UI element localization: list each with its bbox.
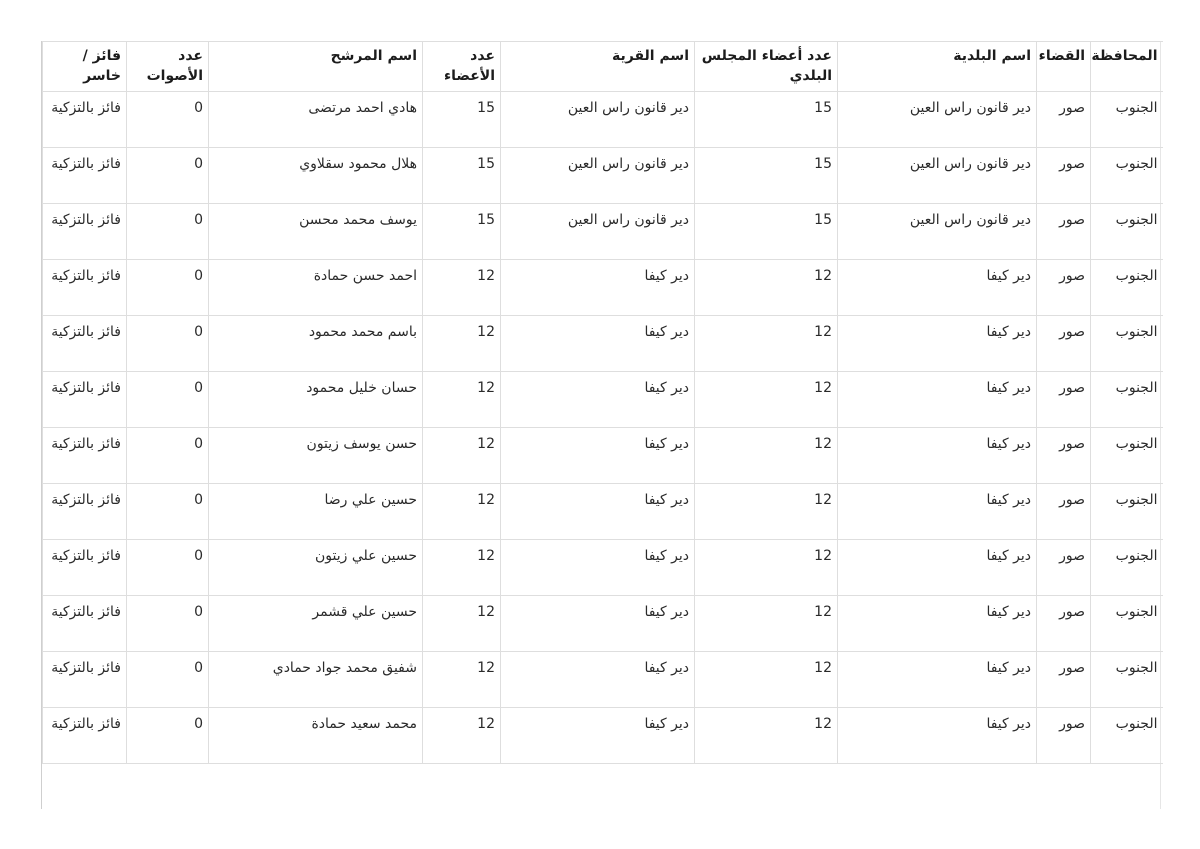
candidate-name-cell: شفيق محمد جواد حمادي <box>209 652 423 708</box>
table-row <box>43 540 1163 596</box>
result-cell: فائز بالتزكية <box>43 372 127 428</box>
municipality-cell: دير كيفا <box>838 428 1037 484</box>
candidate-name-cell: محمد سعيد حمادة <box>209 708 423 764</box>
result-cell: فائز بالتزكية <box>43 92 127 148</box>
candidate-name-cell: حسن يوسف زيتون <box>209 428 423 484</box>
header-row <box>43 42 1163 92</box>
header-members-count: عدد الأعضاء <box>423 42 501 92</box>
district-cell: صور <box>1037 652 1091 708</box>
header-municipality-name: اسم البلدية <box>838 42 1037 92</box>
municipality-cell: دير كيفا <box>838 316 1037 372</box>
council-members-cell: 12 <box>695 372 838 428</box>
council-members-cell: 15 <box>695 148 838 204</box>
governorate-cell: الجنوب <box>1091 204 1163 260</box>
governorate-cell: الجنوب <box>1091 260 1163 316</box>
district-cell: صور <box>1037 540 1091 596</box>
candidate-name-cell: احمد حسن حمادة <box>209 260 423 316</box>
candidate-name-cell: هلال محمود سقلاوي <box>209 148 423 204</box>
votes-cell: 0 <box>127 652 209 708</box>
council-members-cell: 12 <box>695 428 838 484</box>
members-count-cell: 12 <box>423 540 501 596</box>
results-table <box>42 41 1163 764</box>
district-cell: صور <box>1037 484 1091 540</box>
votes-cell: 0 <box>127 708 209 764</box>
village-cell: دير كيفا <box>501 260 695 316</box>
district-cell: صور <box>1037 708 1091 764</box>
header-district: القضاء <box>1037 42 1091 92</box>
members-count-cell: 12 <box>423 596 501 652</box>
members-count-cell: 12 <box>423 708 501 764</box>
table-row <box>43 148 1163 204</box>
municipality-cell: دير كيفا <box>838 596 1037 652</box>
council-members-cell: 15 <box>695 204 838 260</box>
votes-cell: 0 <box>127 148 209 204</box>
candidate-name-cell: هادي احمد مرتضى <box>209 92 423 148</box>
members-count-cell: 12 <box>423 428 501 484</box>
village-cell: دير كيفا <box>501 540 695 596</box>
municipality-cell: دير كيفا <box>838 484 1037 540</box>
votes-cell: 0 <box>127 428 209 484</box>
table-row <box>43 92 1163 148</box>
members-count-cell: 12 <box>423 484 501 540</box>
result-cell: فائز بالتزكية <box>43 148 127 204</box>
table-row <box>43 596 1163 652</box>
governorate-cell: الجنوب <box>1091 148 1163 204</box>
result-cell: فائز بالتزكية <box>43 204 127 260</box>
table-row <box>43 428 1163 484</box>
votes-cell: 0 <box>127 204 209 260</box>
governorate-cell: الجنوب <box>1091 428 1163 484</box>
municipality-cell: دير كيفا <box>838 708 1037 764</box>
table-row <box>43 372 1163 428</box>
votes-cell: 0 <box>127 540 209 596</box>
result-cell: فائز بالتزكية <box>43 428 127 484</box>
district-cell: صور <box>1037 260 1091 316</box>
members-count-cell: 12 <box>423 260 501 316</box>
votes-cell: 0 <box>127 260 209 316</box>
council-members-cell: 12 <box>695 596 838 652</box>
result-cell: فائز بالتزكية <box>43 596 127 652</box>
district-cell: صور <box>1037 372 1091 428</box>
result-cell: فائز بالتزكية <box>43 708 127 764</box>
district-cell: صور <box>1037 428 1091 484</box>
header-council-members-count: عدد أعضاء المجلس البلدي <box>695 42 838 92</box>
district-cell: صور <box>1037 596 1091 652</box>
municipality-cell: دير كيفا <box>838 652 1037 708</box>
district-cell: صور <box>1037 204 1091 260</box>
governorate-cell: الجنوب <box>1091 92 1163 148</box>
council-members-cell: 12 <box>695 484 838 540</box>
governorate-cell: الجنوب <box>1091 372 1163 428</box>
table-row <box>43 708 1163 764</box>
governorate-cell: الجنوب <box>1091 316 1163 372</box>
village-cell: دير كيفا <box>501 652 695 708</box>
municipality-cell: دير كيفا <box>838 540 1037 596</box>
results-sheet <box>41 41 1161 809</box>
result-cell: فائز بالتزكية <box>43 316 127 372</box>
members-count-cell: 12 <box>423 372 501 428</box>
council-members-cell: 12 <box>695 260 838 316</box>
table-row <box>43 652 1163 708</box>
votes-cell: 0 <box>127 596 209 652</box>
municipality-cell: دير كيفا <box>838 260 1037 316</box>
council-members-cell: 12 <box>695 652 838 708</box>
members-count-cell: 12 <box>423 316 501 372</box>
council-members-cell: 12 <box>695 316 838 372</box>
header-votes-count: عدد الأصوات <box>127 42 209 92</box>
members-count-cell: 15 <box>423 92 501 148</box>
governorate-cell: الجنوب <box>1091 540 1163 596</box>
village-cell: دير كيفا <box>501 596 695 652</box>
village-cell: دير قانون راس العين <box>501 92 695 148</box>
municipality-cell: دير قانون راس العين <box>838 204 1037 260</box>
members-count-cell: 15 <box>423 204 501 260</box>
votes-cell: 0 <box>127 92 209 148</box>
result-cell: فائز بالتزكية <box>43 652 127 708</box>
result-cell: فائز بالتزكية <box>43 484 127 540</box>
header-village-name: اسم القرية <box>501 42 695 92</box>
candidate-name-cell: يوسف محمد محسن <box>209 204 423 260</box>
village-cell: دير كيفا <box>501 372 695 428</box>
table-row <box>43 204 1163 260</box>
governorate-cell: الجنوب <box>1091 484 1163 540</box>
votes-cell: 0 <box>127 372 209 428</box>
table-row <box>43 316 1163 372</box>
table-row <box>43 484 1163 540</box>
votes-cell: 0 <box>127 316 209 372</box>
municipality-cell: دير قانون راس العين <box>838 148 1037 204</box>
council-members-cell: 12 <box>695 540 838 596</box>
candidate-name-cell: حسين علي زيتون <box>209 540 423 596</box>
governorate-cell: الجنوب <box>1091 708 1163 764</box>
village-cell: دير كيفا <box>501 484 695 540</box>
header-candidate-name: اسم المرشح <box>209 42 423 92</box>
village-cell: دير كيفا <box>501 708 695 764</box>
header-governorate: المحافظة <box>1091 42 1163 92</box>
result-cell: فائز بالتزكية <box>43 260 127 316</box>
district-cell: صور <box>1037 316 1091 372</box>
municipality-cell: دير قانون راس العين <box>838 92 1037 148</box>
candidate-name-cell: حسان خليل محمود <box>209 372 423 428</box>
governorate-cell: الجنوب <box>1091 652 1163 708</box>
candidate-name-cell: حسين علي رضا <box>209 484 423 540</box>
table-row <box>43 260 1163 316</box>
result-cell: فائز بالتزكية <box>43 540 127 596</box>
candidate-name-cell: حسين علي قشمر <box>209 596 423 652</box>
members-count-cell: 15 <box>423 148 501 204</box>
governorate-cell: الجنوب <box>1091 596 1163 652</box>
header-winner-loser: فائز / خاسر <box>43 42 127 92</box>
municipality-cell: دير كيفا <box>838 372 1037 428</box>
candidate-name-cell: باسم محمد محمود <box>209 316 423 372</box>
council-members-cell: 12 <box>695 708 838 764</box>
village-cell: دير قانون راس العين <box>501 204 695 260</box>
members-count-cell: 12 <box>423 652 501 708</box>
table-body <box>43 92 1163 764</box>
district-cell: صور <box>1037 148 1091 204</box>
district-cell: صور <box>1037 92 1091 148</box>
village-cell: دير قانون راس العين <box>501 148 695 204</box>
village-cell: دير كيفا <box>501 316 695 372</box>
council-members-cell: 15 <box>695 92 838 148</box>
village-cell: دير كيفا <box>501 428 695 484</box>
votes-cell: 0 <box>127 484 209 540</box>
